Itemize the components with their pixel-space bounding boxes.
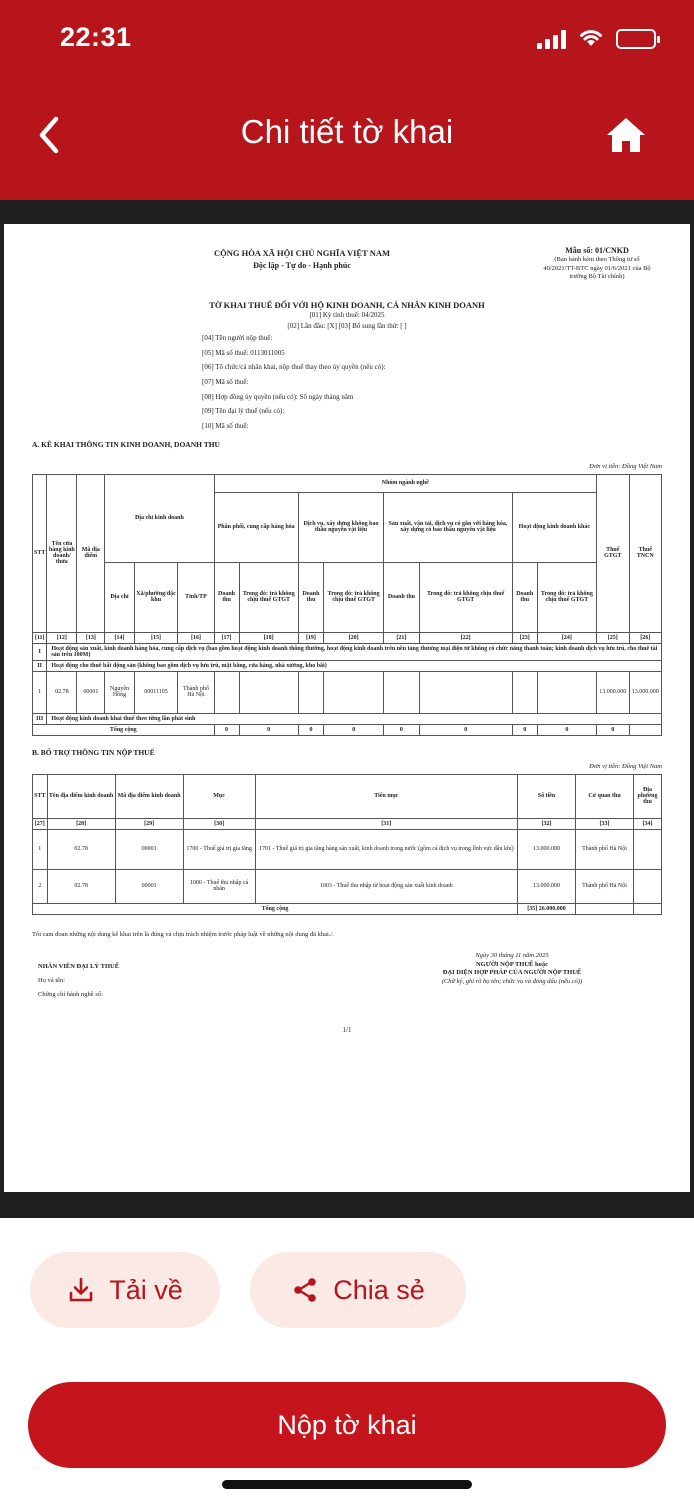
total-cell: 0 (239, 724, 298, 735)
table-row (33, 829, 662, 869)
col-exempt: Trong đó: trả không chịu thuế GTGT (324, 562, 384, 632)
col-amount: Số tiền (518, 774, 576, 818)
total-cell: 0 (324, 724, 384, 735)
system-icons (537, 26, 656, 52)
col-addr: Địa chỉ (105, 562, 134, 632)
payer-block (392, 952, 632, 987)
total-cell: 0 (419, 724, 512, 735)
total-cell: 0 (512, 724, 537, 735)
code-cell: [27] (33, 818, 48, 829)
form-code-note: (Ban hành kèm theo Thông tư số 40/2021/TT-BTC ngày 01/6/2021 của Bộ trưởng Bộ Tài chính) (543, 256, 651, 281)
col-sector: Sản xuất, vận tải, dịch vụ có gắn với hàng hóa, xây dựng có bao thầu nguyên vật liệu (384, 492, 512, 562)
cell: 1 (33, 829, 48, 869)
code-cell: [23] (512, 632, 537, 643)
col-sector: Dịch vụ, xây dựng không bao thầu nguyên vật liệu (298, 492, 383, 562)
col-store-name: Tên cửa hàng kinh doanh/ thửa (47, 474, 77, 632)
download-icon (67, 1276, 95, 1304)
download-label: Tải về (109, 1274, 183, 1305)
row-description: Hoạt động sản xuất, kinh doanh hàng hóa, cung cấp dịch vụ (bao gồm hoạt động kinh doanh thông thường, hoạt động kinh doanh trên nền tảng thương mại điện tử không có chức năng thanh toán; kinh doanh dịch vụ lưu trú, cho thuê tài sản trên 100M) (47, 643, 662, 660)
code-cell: [26] (629, 632, 661, 643)
cell: 02.78 (47, 829, 115, 869)
agent-title: NHÂN VIÊN ĐẠI LÝ THUẾ (38, 962, 120, 970)
field-line: [08] Hợp đồng ủy quyền (nếu có): Số ngày tháng năm (202, 392, 354, 401)
col-revenue: Doanh thu (512, 562, 537, 632)
col-vat: Thuế GTGT (597, 474, 630, 632)
col-pit: Thuế TNCN (629, 474, 661, 632)
payer-note: (Chữ ký, ghi rõ họ tên; chức vụ và đóng dấu (nếu có)) (441, 978, 583, 986)
cell: 02.78 (47, 671, 77, 713)
col-sector: Hoạt động kinh doanh khác (512, 492, 596, 562)
agent-cert: Chứng chỉ hành nghề số: (38, 991, 103, 999)
code-cell: [33] (576, 818, 634, 829)
total-label: Tổng cộng (33, 724, 215, 735)
row-number: I (33, 643, 47, 660)
col-exempt: Trong đó: trả không chịu thuế GTGT (537, 562, 596, 632)
code-cell: [11] (33, 632, 47, 643)
vat-value: 13.000.000 (597, 671, 630, 713)
code-cell: [18] (239, 632, 298, 643)
home-icon (605, 116, 647, 154)
signature-section (32, 952, 662, 1022)
col-location-code: Mã địa điểm kinh doanh (115, 774, 183, 818)
document-header (32, 246, 662, 302)
document-viewer[interactable] (0, 200, 694, 1218)
payment-info-table (32, 774, 662, 915)
cell: 1003 - Thuế thu nhập từ hoạt động sản xuất kinh doanh (255, 869, 517, 903)
business-revenue-table (32, 474, 662, 736)
cell: 1 (33, 671, 47, 713)
code-cell: [14] (105, 632, 134, 643)
app-header (0, 0, 694, 200)
col-sector: Phân phối, cung cấp hàng hóa (214, 492, 298, 562)
col-location-name: Tên địa điểm kinh doanh (47, 774, 115, 818)
cell: Thành phố Hà Nội (576, 829, 634, 869)
code-cell: [16] (178, 632, 214, 643)
currency-unit: Đơn vị tiền: Đồng Việt Nam (589, 462, 662, 470)
code-cell: [12] (47, 632, 77, 643)
row-number: II (33, 660, 47, 671)
share-button[interactable] (250, 1252, 466, 1328)
total-value: 26.000.000 (538, 905, 566, 912)
cell: 02.78 (47, 869, 115, 903)
payer-title: NGƯỜI NỘP THUẾ hoặc (475, 960, 549, 968)
total-code: [35] (527, 905, 538, 912)
table-row (33, 713, 662, 724)
table-row (33, 643, 662, 660)
code-cell: [15] (134, 632, 178, 643)
code-cell: [24] (537, 632, 596, 643)
commitment-note: Tôi cam đoan những nội dung kê khai trên là đúng và chịu trách nhiệm trước pháp luật về những nội dung đã khai./. (32, 930, 334, 938)
table-row (33, 660, 662, 671)
code-cell: [28] (47, 818, 115, 829)
col-chapter: Mục (183, 774, 255, 818)
cell: 00011105 (134, 671, 178, 713)
col-agency: Cơ quan thu (576, 774, 634, 818)
field-line: [10] Mã số thuế: (202, 422, 249, 431)
col-revenue: Doanh thu (214, 562, 239, 632)
col-province: Tỉnh/TP (178, 562, 214, 632)
col-exempt: Trong đó: trả không chịu thuế GTGT (419, 562, 512, 632)
total-vat: 0 (597, 724, 630, 735)
cell: 00001 (77, 671, 105, 713)
code-cell: [20] (324, 632, 384, 643)
field-line: [04] Tên người nộp thuế: (202, 334, 273, 342)
submit-declaration-button[interactable]: Nộp tờ khai (28, 1382, 666, 1468)
cellular-signal-icon (537, 29, 566, 49)
currency-unit: Đơn vị tiền: Đồng Việt Nam (589, 762, 662, 770)
form-code-box (542, 246, 652, 282)
col-subchapter: Tiểu mục (255, 774, 517, 818)
cell: 1700 - Thuế giá trị gia tăng (183, 829, 255, 869)
pit-value: 13.000.000 (629, 671, 661, 713)
col-sector-group: Nhóm ngành nghề (214, 474, 596, 492)
col-stt: STT (33, 474, 47, 632)
cell: Thành phố Hà Nội (178, 671, 214, 713)
wifi-icon (578, 27, 604, 52)
download-button[interactable] (30, 1252, 220, 1328)
nation-motto: Độc lập - Tự do - Hạnh phúc (253, 260, 351, 270)
total-cell: 0 (214, 724, 239, 735)
code-cell: [17] (214, 632, 239, 643)
col-business-address: Địa chỉ kinh doanh (105, 474, 214, 562)
cell: 2 (33, 869, 48, 903)
cell: 1701 - Thuế giá trị gia tăng hàng sản xuất, kinh doanh trong nước (gồm cả dịch vụ trong lĩnh vực dầu khí) (255, 829, 517, 869)
total-row (33, 903, 662, 914)
section-b-title: B. BỔ TRỢ THÔNG TIN NỘP THUẾ (32, 747, 155, 757)
code-row (33, 818, 662, 829)
row-description: Hoạt động kinh doanh khai thuế theo từng lần phát sinh (47, 713, 662, 724)
row-description: Hoạt động cho thuê bất động sản (không bao gồm dịch vụ lưu trú, mặt bằng, cửa hàng, nhà xưởng, kho bãi) (47, 660, 662, 671)
code-cell: [19] (298, 632, 323, 643)
document-first-time: [02] Lần đầu: [X] [03] Bổ sung lần thứ: [ ] (287, 321, 407, 330)
total-cell: 0 (537, 724, 596, 735)
cell: Nguyên Hồng (105, 671, 134, 713)
declaration-page (4, 224, 690, 1192)
total-cell: 0 (384, 724, 419, 735)
action-area (0, 1218, 694, 1500)
total-label: Tổng cộng (33, 903, 518, 914)
status-bar (0, 0, 694, 80)
field-line: [09] Tên đại lý thuế (nếu có): (202, 407, 285, 416)
battery-icon (616, 29, 656, 49)
code-cell: [25] (597, 632, 630, 643)
document-title: TỜ KHAI THUẾ ĐỐI VỚI HỘ KINH DOANH, CÁ NHÂN KINH DOANH (209, 300, 485, 310)
cell: 13.000.000 (518, 829, 576, 869)
document-period: [01] Kỳ tính thuế: 04/2025 (309, 311, 385, 319)
nation-name: CỘNG HÒA XÃ HỘI CHỦ NGHĨA VIỆT NAM (213, 248, 391, 258)
col-exempt: Trong đó: trả không chịu thuế GTGT (239, 562, 298, 632)
table-row (33, 671, 662, 713)
agent-name: Họ và tên: (38, 977, 66, 985)
code-cell: [32] (518, 818, 576, 829)
code-row (33, 632, 662, 643)
cell: 00001 (115, 869, 183, 903)
status-time: 22:31 (60, 22, 132, 52)
form-code: Mẫu số: 01/CNKD (565, 246, 629, 255)
total-cell: 0 (298, 724, 323, 735)
section-a-title: A. KÊ KHAI THÔNG TIN KINH DOANH, DOANH THU (32, 439, 220, 449)
code-cell: [29] (115, 818, 183, 829)
table-row (33, 869, 662, 903)
cell: 13.000.000 (518, 869, 576, 903)
field-line: [05] Mã số thuế: 0113011005 (202, 348, 285, 357)
sign-date: Ngày 30 tháng 11 năm 2025 (475, 951, 549, 959)
code-cell: [21] (384, 632, 419, 643)
cell: 00001 (115, 829, 183, 869)
col-revenue: Doanh thu (298, 562, 323, 632)
share-icon (291, 1276, 319, 1304)
home-button[interactable] (598, 107, 654, 163)
home-indicator (222, 1480, 472, 1489)
col-stt: STT (33, 774, 48, 818)
nation-heading (182, 248, 422, 271)
code-cell: [31] (255, 818, 517, 829)
col-place: Địa phương thu (634, 774, 662, 818)
col-ward: Xã/phường/đặc khu (134, 562, 178, 632)
total-row (33, 724, 662, 735)
page-number: 1/1 (342, 1025, 352, 1034)
code-cell: [30] (183, 818, 255, 829)
taxpayer-fields (202, 331, 662, 434)
field-line: [07] Mã số thuế: (202, 378, 249, 387)
payer-title-2: ĐẠI DIỆN HỢP PHÁP CỦA NGƯỜI NỘP THUẾ (442, 969, 582, 977)
code-cell: [34] (634, 818, 662, 829)
col-location-code: Mã địa điểm (77, 474, 105, 632)
agent-block (38, 960, 119, 1003)
total-amount (518, 903, 576, 914)
field-line: [06] Tổ chức/cá nhân khai, nộp thuế thay theo ủy quyền (nếu có): (202, 363, 386, 372)
page-title: Chi tiết tờ khai (240, 113, 454, 150)
cell: 1000 - Thuế thu nhập cá nhân (183, 869, 255, 903)
nav-bar (0, 95, 694, 175)
code-cell: [22] (419, 632, 512, 643)
row-number: III (33, 713, 47, 724)
col-revenue: Doanh thu (384, 562, 419, 632)
share-label: Chia sẻ (333, 1274, 425, 1305)
cell: Thành phố Hà Nội (576, 869, 634, 903)
code-cell: [13] (77, 632, 105, 643)
